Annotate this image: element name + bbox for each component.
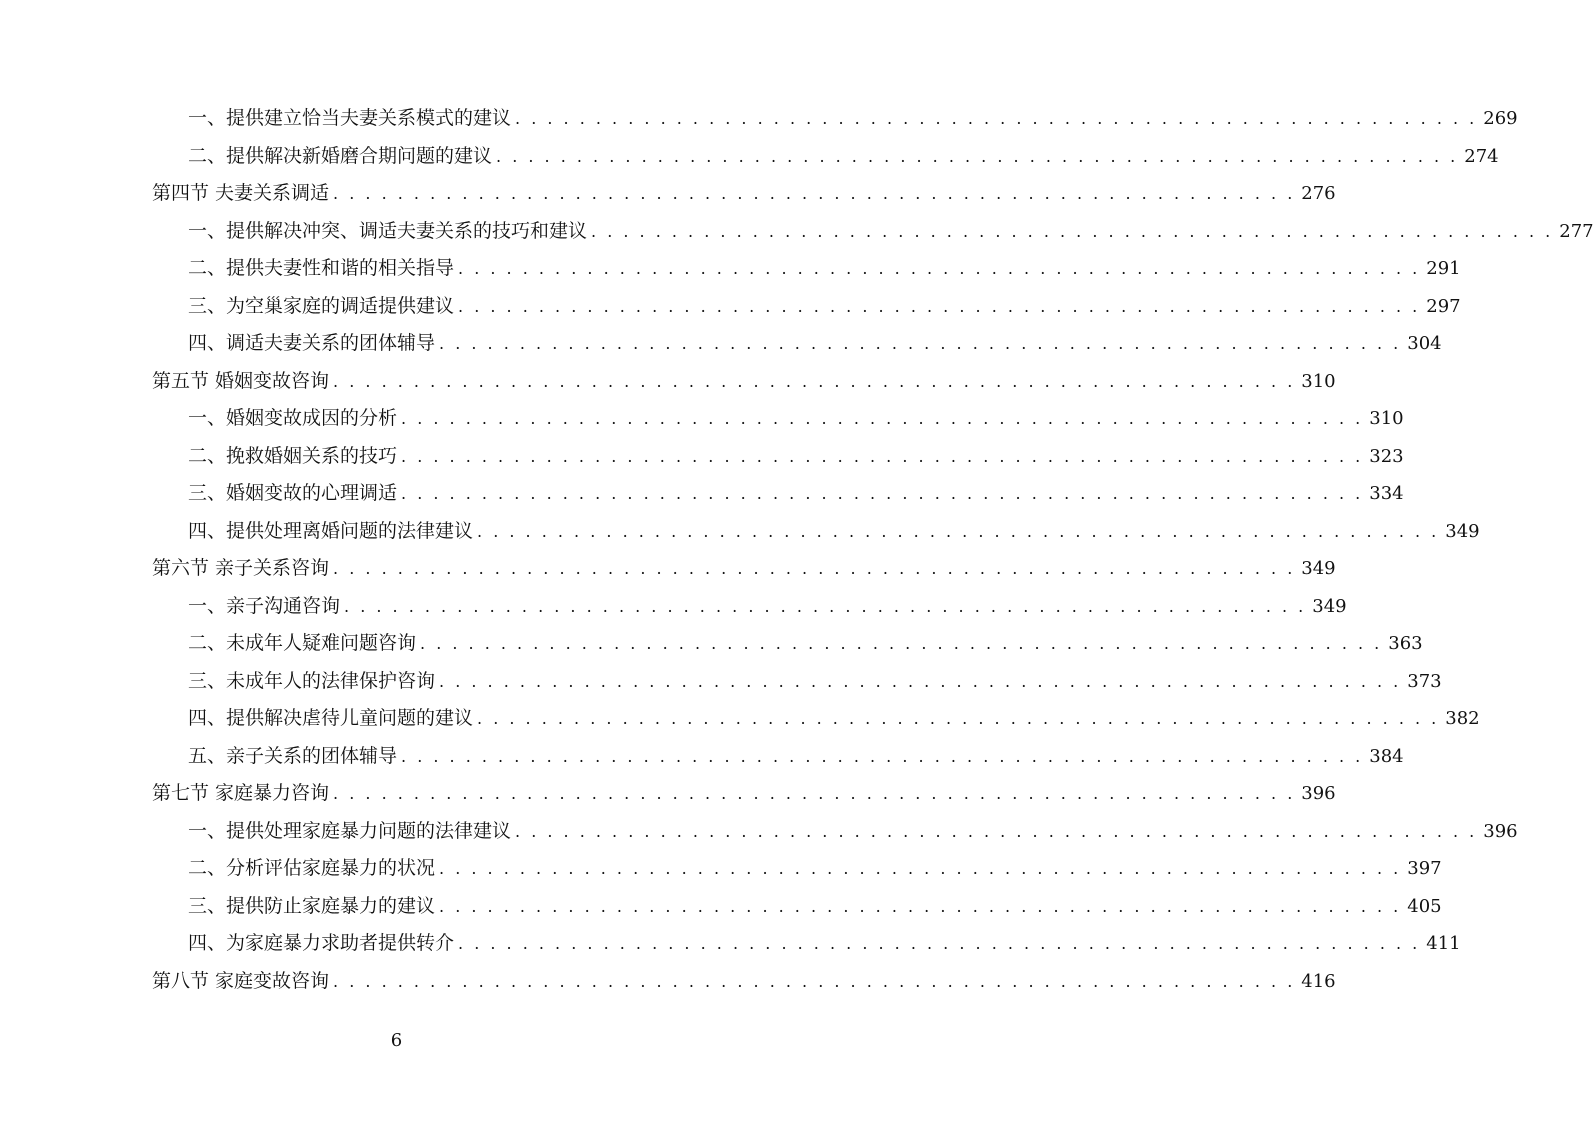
dot-leader: . . . . . . . . . . . . . . . . . . . . . . . . . . . . . . . . . . . . . . . . . . . . . . . . . . . . . . . . . . . . [515,109,1478,128]
dot-leader: . . . . . . . . . . . . . . . . . . . . . . . . . . . . . . . . . . . . . . . . . . . . . . . . . . . . . . . . . . . . [401,409,1364,428]
dot-leader: . . . . . . . . . . . . . . . . . . . . . . . . . . . . . . . . . . . . . . . . . . . . . . . . . . . . . . . . . . . . [333,371,1296,391]
dot-leader: . . . . . . . . . . . . . . . . . . . . . . . . . . . . . . . . . . . . . . . . . . . . . . . . . . . . . . . . . . . . [477,521,1440,541]
toc-section-entry [152,363,1336,401]
toc-entry-page: 397 [1407,858,1442,879]
toc-entry-page: 334 [1369,483,1404,504]
toc-entry-label: 第四节 夫妻关系调适 [152,182,330,204]
toc-entry-label: 一、提供解决冲突、调适夫妻关系的技巧和建议 [188,219,588,242]
toc-item-entry [152,588,1347,626]
toc-entry-label: 三、婚姻变故的心理调适 [188,482,398,504]
toc-entry-page: 276 [1301,183,1336,204]
toc-entry-label: 四、为家庭暴力求助者提供转介 [188,932,455,954]
toc-entry-label: 第五节 婚姻变故咨询 [152,369,330,392]
dot-leader: . . . . . . . . . . . . . . . . . . . . . . . . . . . . . . . . . . . . . . . . . . . . . . . . . . . . . . . . . . . . [458,296,1421,316]
toc-item-entry [152,475,1404,513]
toc-entry-page: 405 [1407,895,1442,917]
toc-entry-page: 297 [1426,295,1461,317]
dot-leader: . . . . . . . . . . . . . . . . . . . . . . . . . . . . . . . . . . . . . . . . . . . . . . . . . . . . . . . . . . . . [420,634,1383,653]
toc-item-entry [152,100,1518,138]
toc-entry-page: 382 [1445,708,1480,729]
dot-leader: . . . . . . . . . . . . . . . . . . . . . . . . . . . . . . . . . . . . . . . . . . . . . . . . . . . . . . . . . . . . [458,259,1421,278]
dot-leader: . . . . . . . . . . . . . . . . . . . . . . . . . . . . . . . . . . . . . . . . . . . . . . . . . . . . . . . . . . . . [439,859,1402,878]
toc-entry-label: 二、挽救婚姻关系的技巧 [188,444,398,467]
toc-section-entry [152,963,1336,1001]
toc-item-entry [152,625,1423,663]
toc-entry-label: 一、亲子沟通咨询 [188,594,341,617]
toc-entry-page: 310 [1369,408,1404,429]
dot-leader: . . . . . . . . . . . . . . . . . . . . . . . . . . . . . . . . . . . . . . . . . . . . . . . . . . . . . . . . . . . . [458,934,1421,953]
dot-leader: . . . . . . . . . . . . . . . . . . . . . . . . . . . . . . . . . . . . . . . . . . . . . . . . . . . . . . . . . . . . [344,596,1307,616]
toc-entry-page: 291 [1426,258,1461,279]
toc-entry-label: 第八节 家庭变故咨询 [152,969,330,992]
toc-item-entry [152,513,1480,551]
toc-entry-label: 四、调适夫妻关系的团体辅导 [188,332,436,354]
toc-section-entry [152,175,1336,213]
toc-entry-page: 396 [1301,783,1336,804]
toc-entry-label: 第七节 家庭暴力咨询 [152,782,330,804]
toc-entry-label: 三、为空巢家庭的调适提供建议 [188,294,455,317]
toc-entry-page: 310 [1301,370,1336,392]
toc-entry-label: 五、亲子关系的团体辅导 [188,744,398,767]
toc-entry-label: 四、提供解决虐待儿童问题的建议 [188,707,474,729]
dot-leader: . . . . . . . . . . . . . . . . . . . . . . . . . . . . . . . . . . . . . . . . . . . . . . . . . . . . . . . . . . . . [333,971,1296,991]
toc-entry-label: 三、提供防止家庭暴力的建议 [188,894,436,917]
toc-item-entry [152,925,1461,963]
toc-entry-page: 323 [1369,445,1404,467]
toc-entry-page: 384 [1369,745,1404,767]
toc-section-entry [152,775,1336,813]
toc-entry-page: 416 [1301,970,1336,992]
dot-leader: . . . . . . . . . . . . . . . . . . . . . . . . . . . . . . . . . . . . . . . . . . . . . . . . . . . . . . . . . . . . [439,896,1402,916]
toc-entry-label: 三、未成年人的法律保护咨询 [188,669,436,692]
toc-entry-page: 274 [1464,145,1499,167]
toc-entry-page: 277 [1559,220,1594,242]
toc-item-entry [152,738,1404,776]
toc-entry-label: 一、婚姻变故成因的分析 [188,407,398,429]
dot-leader: . . . . . . . . . . . . . . . . . . . . . . . . . . . . . . . . . . . . . . . . . . . . . . . . . . . . . . . . . . . . [401,446,1364,466]
toc-entry-page: 304 [1407,333,1442,354]
toc-item-entry [152,400,1404,438]
dot-leader: . . . . . . . . . . . . . . . . . . . . . . . . . . . . . . . . . . . . . . . . . . . . . . . . . . . . . . . . . . . . [591,221,1554,241]
toc-item-entry [152,250,1461,288]
toc-entry-label: 二、分析评估家庭暴力的状况 [188,857,436,879]
toc-entry-page: 411 [1426,933,1461,954]
toc-entry-page: 349 [1445,520,1480,542]
dot-leader: . . . . . . . . . . . . . . . . . . . . . . . . . . . . . . . . . . . . . . . . . . . . . . . . . . . . . . . . . . . . [477,709,1440,728]
toc-entry-label: 二、提供解决新婚磨合期问题的建议 [188,144,493,167]
dot-leader: . . . . . . . . . . . . . . . . . . . . . . . . . . . . . . . . . . . . . . . . . . . . . . . . . . . . . . . . . . . . [333,559,1296,578]
toc-entry-label: 一、提供处理家庭暴力问题的法律建议 [188,819,512,842]
toc-entry-page: 396 [1483,820,1518,842]
toc-item-entry [152,288,1461,326]
dot-leader: . . . . . . . . . . . . . . . . . . . . . . . . . . . . . . . . . . . . . . . . . . . . . . . . . . . . . . . . . . . . [496,146,1459,166]
toc-entry-page: 363 [1388,633,1423,654]
toc-entry-label: 四、提供处理离婚问题的法律建议 [188,519,474,542]
dot-leader: . . . . . . . . . . . . . . . . . . . . . . . . . . . . . . . . . . . . . . . . . . . . . . . . . . . . . . . . . . . . [401,484,1364,503]
dot-leader: . . . . . . . . . . . . . . . . . . . . . . . . . . . . . . . . . . . . . . . . . . . . . . . . . . . . . . . . . . . . [439,671,1402,691]
toc-entry-page: 269 [1483,108,1518,129]
toc-item-entry [152,138,1499,176]
toc-entry-page: 373 [1407,670,1442,692]
dot-leader: . . . . . . . . . . . . . . . . . . . . . . . . . . . . . . . . . . . . . . . . . . . . . . . . . . . . . . . . . . . . [333,184,1296,203]
toc-entry-label: 二、提供夫妻性和谐的相关指导 [188,257,455,279]
toc-entry-page: 349 [1312,595,1347,617]
toc-item-entry [152,213,1594,251]
toc-item-entry [152,888,1442,926]
toc-item-entry [152,813,1518,851]
toc-item-entry [152,438,1404,476]
toc-item-entry [152,700,1480,738]
toc-item-entry [152,325,1442,363]
toc-section-entry [152,550,1336,588]
table-of-contents [152,100,1594,1000]
page-number: 6 [390,1030,403,1051]
toc-entry-label: 第六节 亲子关系咨询 [152,557,330,579]
dot-leader: . . . . . . . . . . . . . . . . . . . . . . . . . . . . . . . . . . . . . . . . . . . . . . . . . . . . . . . . . . . . [515,821,1478,841]
dot-leader: . . . . . . . . . . . . . . . . . . . . . . . . . . . . . . . . . . . . . . . . . . . . . . . . . . . . . . . . . . . . [439,334,1402,353]
toc-entry-label: 二、未成年人疑难问题咨询 [188,632,417,654]
toc-entry-label: 一、提供建立恰当夫妻关系模式的建议 [188,107,512,129]
toc-item-entry [152,663,1442,701]
dot-leader: . . . . . . . . . . . . . . . . . . . . . . . . . . . . . . . . . . . . . . . . . . . . . . . . . . . . . . . . . . . . [333,784,1296,803]
toc-item-entry [152,850,1442,888]
toc-entry-page: 349 [1301,558,1336,579]
dot-leader: . . . . . . . . . . . . . . . . . . . . . . . . . . . . . . . . . . . . . . . . . . . . . . . . . . . . . . . . . . . . [401,746,1364,766]
